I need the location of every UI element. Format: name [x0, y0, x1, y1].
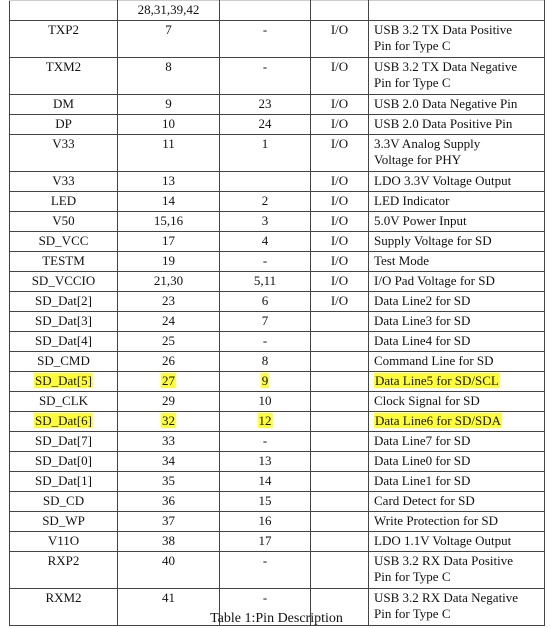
cell-alt-text: 5,11 [253, 273, 277, 288]
cell-desc-text: Data Line0 for SD [374, 453, 471, 468]
cell-desc-text: Data Line1 for SD [374, 473, 471, 488]
cell-desc-text: USB 3.2 TX Data Positive [374, 22, 513, 37]
cell-pin [118, 135, 220, 172]
cell-name [10, 252, 118, 272]
cell-alt [220, 412, 311, 432]
cell-pin-text: 41 [162, 590, 175, 605]
table-row [10, 332, 545, 352]
cell-desc-text: USB 3.2 RX Data Positive [374, 553, 514, 568]
cell-name [10, 492, 118, 512]
cell-alt [220, 392, 311, 412]
cell-pin [118, 412, 220, 432]
cell-pin-text: 35 [162, 473, 175, 488]
cell-pin-text: 33 [162, 433, 175, 448]
cell-pin [118, 232, 220, 252]
cell-desc [369, 552, 545, 589]
cell-io [311, 432, 369, 452]
cell-alt-text: 12 [258, 413, 272, 428]
cell-name [10, 192, 118, 212]
cell-io [311, 492, 369, 512]
cell-desc-text: Clock Signal for SD [374, 393, 480, 408]
cell-alt [220, 232, 311, 252]
cell-desc-line2: Pin for Type C [374, 569, 451, 584]
cell-desc [369, 272, 545, 292]
cell-pin [118, 532, 220, 552]
cell-desc-text: LED Indicator [374, 193, 450, 208]
table-row [10, 115, 545, 135]
cell-name [10, 332, 118, 352]
cell-io [311, 292, 369, 312]
cell-alt [220, 172, 311, 192]
table-row [10, 212, 545, 232]
cell-pin [118, 432, 220, 452]
cell-alt [220, 372, 311, 392]
cell-pin-text: 23 [162, 293, 175, 308]
cell-name-text: LED [50, 193, 77, 208]
table-row [10, 58, 545, 95]
cell-alt-text: 7 [261, 313, 269, 328]
cell-name [10, 1, 118, 21]
cell-io-text: I/O [330, 253, 349, 268]
table-row [10, 272, 545, 292]
cell-desc-text: USB 3.2 RX Data Negative [374, 590, 519, 605]
cell-io [311, 1, 369, 21]
cell-pin [118, 172, 220, 192]
cell-name-text: SD_CD [42, 493, 85, 508]
table-row [10, 21, 545, 58]
cell-alt-text: 14 [258, 473, 272, 488]
cell-alt [220, 532, 311, 552]
cell-pin-text: 8 [165, 59, 172, 74]
cell-desc [369, 232, 545, 252]
cell-alt [220, 312, 311, 332]
cell-io [311, 472, 369, 492]
cell-name [10, 135, 118, 172]
cell-name-text: V33 [52, 173, 75, 188]
cell-alt-text: - [262, 433, 268, 448]
table-row [10, 172, 545, 192]
cell-io [311, 552, 369, 589]
cell-alt-text: - [262, 59, 268, 74]
cell-io [311, 172, 369, 192]
pin-description-table [9, 0, 545, 626]
cell-io [311, 372, 369, 392]
cell-alt-text: 9 [261, 373, 269, 388]
cell-alt-text: - [262, 590, 268, 605]
cell-desc-text: Data Line4 for SD [374, 333, 471, 348]
cell-io [311, 412, 369, 432]
cell-io-text: I/O [330, 233, 349, 248]
cell-io [311, 532, 369, 552]
cell-pin [118, 115, 220, 135]
cell-name-text: SD_Dat[2] [34, 293, 93, 308]
table-row [10, 135, 545, 172]
cell-name [10, 472, 118, 492]
table-row [10, 412, 545, 432]
cell-pin-text: 40 [162, 553, 175, 568]
cell-io-text: I/O [330, 173, 349, 188]
table-row [10, 532, 545, 552]
cell-pin [118, 512, 220, 532]
table-row [10, 252, 545, 272]
cell-pin-text: 7 [165, 22, 172, 37]
cell-desc-text: 3.3V Analog Supply [374, 136, 481, 151]
cell-pin-text: 25 [162, 333, 175, 348]
cell-io [311, 192, 369, 212]
cell-name [10, 172, 118, 192]
cell-pin-text: 26 [162, 353, 175, 368]
cell-io [311, 58, 369, 95]
cell-name-text: SD_Dat[6] [34, 413, 93, 428]
cell-io [311, 272, 369, 292]
cell-pin-text: 32 [162, 413, 175, 428]
cell-name [10, 532, 118, 552]
cell-desc [369, 332, 545, 352]
cell-name [10, 292, 118, 312]
cell-desc-text: 5.0V Power Input [374, 213, 467, 228]
cell-pin-text: 9 [165, 96, 172, 111]
cell-io-text: I/O [330, 193, 349, 208]
cell-pin-text: 29 [162, 393, 175, 408]
cell-alt [220, 552, 311, 589]
table-row [10, 512, 545, 532]
cell-io [311, 312, 369, 332]
cell-desc [369, 192, 545, 212]
cell-alt [220, 252, 311, 272]
cell-name [10, 512, 118, 532]
cell-alt [220, 135, 311, 172]
cell-desc [369, 532, 545, 552]
table-row [10, 352, 545, 372]
cell-name-text: TXP2 [47, 22, 80, 37]
cell-name-text: SD_Dat[1] [34, 473, 93, 488]
cell-desc-line2: Pin for Type C [374, 75, 451, 90]
cell-io-text: I/O [330, 136, 349, 151]
cell-pin-text: 14 [162, 193, 175, 208]
cell-name [10, 392, 118, 412]
cell-name [10, 272, 118, 292]
cell-desc [369, 392, 545, 412]
cell-desc-text: Supply Voltage for SD [374, 233, 492, 248]
cell-alt [220, 452, 311, 472]
cell-alt-text: - [262, 22, 268, 37]
cell-alt-text: - [262, 333, 268, 348]
cell-desc [369, 312, 545, 332]
cell-pin-text: 19 [162, 253, 175, 268]
cell-alt-text: 10 [258, 393, 272, 408]
cell-alt-text: 3 [261, 213, 269, 228]
cell-name [10, 452, 118, 472]
cell-desc-text: Write Protection for SD [374, 513, 499, 528]
cell-io-text: I/O [330, 213, 349, 228]
cell-io-text: I/O [330, 22, 349, 37]
cell-desc-text: Data Line5 for SD/SCL [375, 373, 499, 388]
cell-pin [118, 352, 220, 372]
cell-name [10, 21, 118, 58]
cell-pin [118, 192, 220, 212]
cell-pin [118, 472, 220, 492]
cell-alt [220, 95, 311, 115]
cell-io-text: I/O [330, 116, 349, 131]
table-row [10, 552, 545, 589]
cell-alt-text: 16 [258, 513, 272, 528]
cell-io [311, 332, 369, 352]
cell-desc [369, 432, 545, 452]
cell-desc [369, 135, 545, 172]
cell-name-text: V11O [47, 533, 80, 548]
cell-pin [118, 372, 220, 392]
cell-pin: 28,31,39,42 [118, 1, 220, 21]
cell-name-text: SD_Dat[3] [34, 313, 93, 328]
cell-alt [220, 21, 311, 58]
cell-desc [369, 472, 545, 492]
cell-alt [220, 58, 311, 95]
cell-name-text: DM [53, 96, 74, 111]
cell-name [10, 115, 118, 135]
table-row [10, 452, 545, 472]
cell-io-text: I/O [330, 59, 349, 74]
cell-name [10, 95, 118, 115]
cell-alt [220, 512, 311, 532]
cell-name [10, 232, 118, 252]
cell-desc-text: LDO 3.3V Voltage Output [374, 173, 512, 188]
table-row [10, 392, 545, 412]
cell-name-text: SD_WP [42, 513, 85, 528]
cell-pin-text: 27 [162, 373, 175, 388]
cell-name-text: SD_CLK [38, 393, 89, 408]
cell-name-text: TESTM [42, 253, 85, 268]
cell-pin-text: 34 [162, 453, 175, 468]
cell-io [311, 115, 369, 135]
cell-name-text: SD_CMD [37, 353, 90, 368]
cell-name [10, 212, 118, 232]
cell-name-text: TXM2 [45, 59, 82, 74]
cell-desc-line2: Voltage for PHY [374, 152, 462, 167]
cell-name [10, 552, 118, 589]
cell-name [10, 432, 118, 452]
table-row-top [10, 1, 545, 21]
cell-io [311, 452, 369, 472]
cell-desc-text: USB 2.0 Data Positive Pin [374, 116, 513, 131]
cell-name [10, 312, 118, 332]
cell-alt [220, 472, 311, 492]
cell-pin [118, 392, 220, 412]
cell-desc-text: I/O Pad Voltage for SD [374, 273, 495, 288]
cell-desc-text: USB 2.0 Data Negative Pin [374, 96, 518, 111]
table-row [10, 372, 545, 392]
table-row [10, 472, 545, 492]
cell-desc-line2: Pin for Type C [374, 606, 451, 621]
cell-desc [369, 1, 545, 21]
cell-desc-line2: Pin for Type C [374, 38, 451, 53]
cell-name [10, 352, 118, 372]
table-row [10, 232, 545, 252]
cell-alt-text: 13 [258, 453, 272, 468]
cell-desc [369, 252, 545, 272]
cell-pin [118, 95, 220, 115]
cell-io [311, 512, 369, 532]
cell-pin-text: 11 [162, 136, 175, 151]
cell-desc-text: Data Line7 for SD [374, 433, 471, 448]
cell-io-text: I/O [330, 96, 349, 111]
cell-pin [118, 312, 220, 332]
cell-alt [220, 292, 311, 312]
cell-io [311, 352, 369, 372]
cell-name [10, 372, 118, 392]
cell-pin-text: 13 [162, 173, 175, 188]
cell-alt-text: 15 [258, 493, 272, 508]
cell-name-text: V33 [52, 136, 75, 151]
cell-desc [369, 115, 545, 135]
cell-desc [369, 212, 545, 232]
cell-desc [369, 292, 545, 312]
cell-name [10, 58, 118, 95]
cell-alt-text: 23 [258, 96, 272, 111]
cell-name-text: DP [55, 116, 72, 131]
cell-alt-text: 4 [261, 233, 269, 248]
cell-desc-text: Data Line6 for SD/SDA [375, 413, 502, 428]
cell-pin [118, 252, 220, 272]
cell-alt [220, 115, 311, 135]
cell-pin [118, 272, 220, 292]
cell-name-text: SD_Dat[0] [34, 453, 93, 468]
cell-pin [118, 292, 220, 312]
cell-name-text: SD_Dat[7] [34, 433, 93, 448]
cell-alt [220, 352, 311, 372]
cell-io [311, 392, 369, 412]
cell-io-text: I/O [330, 273, 349, 288]
cell-desc [369, 21, 545, 58]
cell-desc-text: Data Line2 for SD [374, 293, 471, 308]
table-caption: Table 1:Pin Description [210, 611, 343, 626]
cell-pin-text: 36 [162, 493, 175, 508]
pin-table-body [10, 1, 545, 626]
cell-alt-text: 6 [261, 293, 269, 308]
cell-desc-text: Command Line for SD [374, 353, 494, 368]
cell-alt-text: - [262, 553, 268, 568]
cell-alt [220, 212, 311, 232]
cell-pin-text: 38 [162, 533, 175, 548]
cell-desc [369, 58, 545, 95]
cell-desc [369, 172, 545, 192]
cell-name [10, 412, 118, 432]
cell-desc-text: Data Line3 for SD [374, 313, 471, 328]
cell-alt [220, 332, 311, 352]
cell-pin [118, 58, 220, 95]
cell-io [311, 135, 369, 172]
table-row [10, 432, 545, 452]
cell-alt-text: 8 [261, 353, 269, 368]
cell-pin [118, 21, 220, 58]
cell-desc [369, 452, 545, 472]
cell-pin [118, 552, 220, 589]
cell-alt-text: 17 [258, 533, 272, 548]
cell-pin [118, 492, 220, 512]
cell-alt-text: 1 [261, 136, 269, 151]
cell-desc [369, 412, 545, 432]
cell-io-text: I/O [330, 293, 349, 308]
cell-alt [220, 272, 311, 292]
cell-name-text: SD_VCCIO [31, 273, 96, 288]
cell-alt [220, 432, 311, 452]
cell-desc [369, 95, 545, 115]
cell-desc-text: Test Mode [374, 253, 430, 268]
cell-pin [118, 452, 220, 472]
cell-name-text: RXP2 [47, 553, 80, 568]
cell-desc [369, 372, 545, 392]
cell-io [311, 212, 369, 232]
cell-desc-text: LDO 1.1V Voltage Output [374, 533, 512, 548]
cell-alt-text: 24 [258, 116, 272, 131]
table-row [10, 292, 545, 312]
cell-desc-text: USB 3.2 TX Data Negative [374, 59, 518, 74]
cell-desc [369, 352, 545, 372]
cell-name-text: V50 [52, 213, 75, 228]
cell-desc [369, 512, 545, 532]
cell-alt-text: - [262, 253, 268, 268]
cell-io [311, 252, 369, 272]
cell-pin-text: 10 [162, 116, 175, 131]
cell-alt [220, 1, 311, 21]
cell-pin-text: 15,16 [153, 213, 184, 228]
cell-io [311, 95, 369, 115]
table-row [10, 192, 545, 212]
cell-name-text: SD_Dat[4] [34, 333, 93, 348]
table-row [10, 95, 545, 115]
cell-io [311, 21, 369, 58]
cell-desc-text: Card Detect for SD [374, 493, 475, 508]
cell-pin [118, 332, 220, 352]
cell-pin [118, 212, 220, 232]
table-row [10, 312, 545, 332]
cell-pin-text: 21,30 [153, 273, 184, 288]
cell-name-text: SD_VCC [38, 233, 89, 248]
table-row [10, 492, 545, 512]
cell-pin-text: 37 [162, 513, 175, 528]
cell-pin-text: 17 [162, 233, 175, 248]
cell-io [311, 232, 369, 252]
cell-desc [369, 492, 545, 512]
cell-alt-text: 2 [261, 193, 269, 208]
cell-name-text: SD_Dat[5] [34, 373, 93, 388]
cell-pin-text: 24 [162, 313, 175, 328]
cell-alt [220, 492, 311, 512]
cell-alt [220, 192, 311, 212]
cell-name-text: RXM2 [45, 590, 82, 605]
